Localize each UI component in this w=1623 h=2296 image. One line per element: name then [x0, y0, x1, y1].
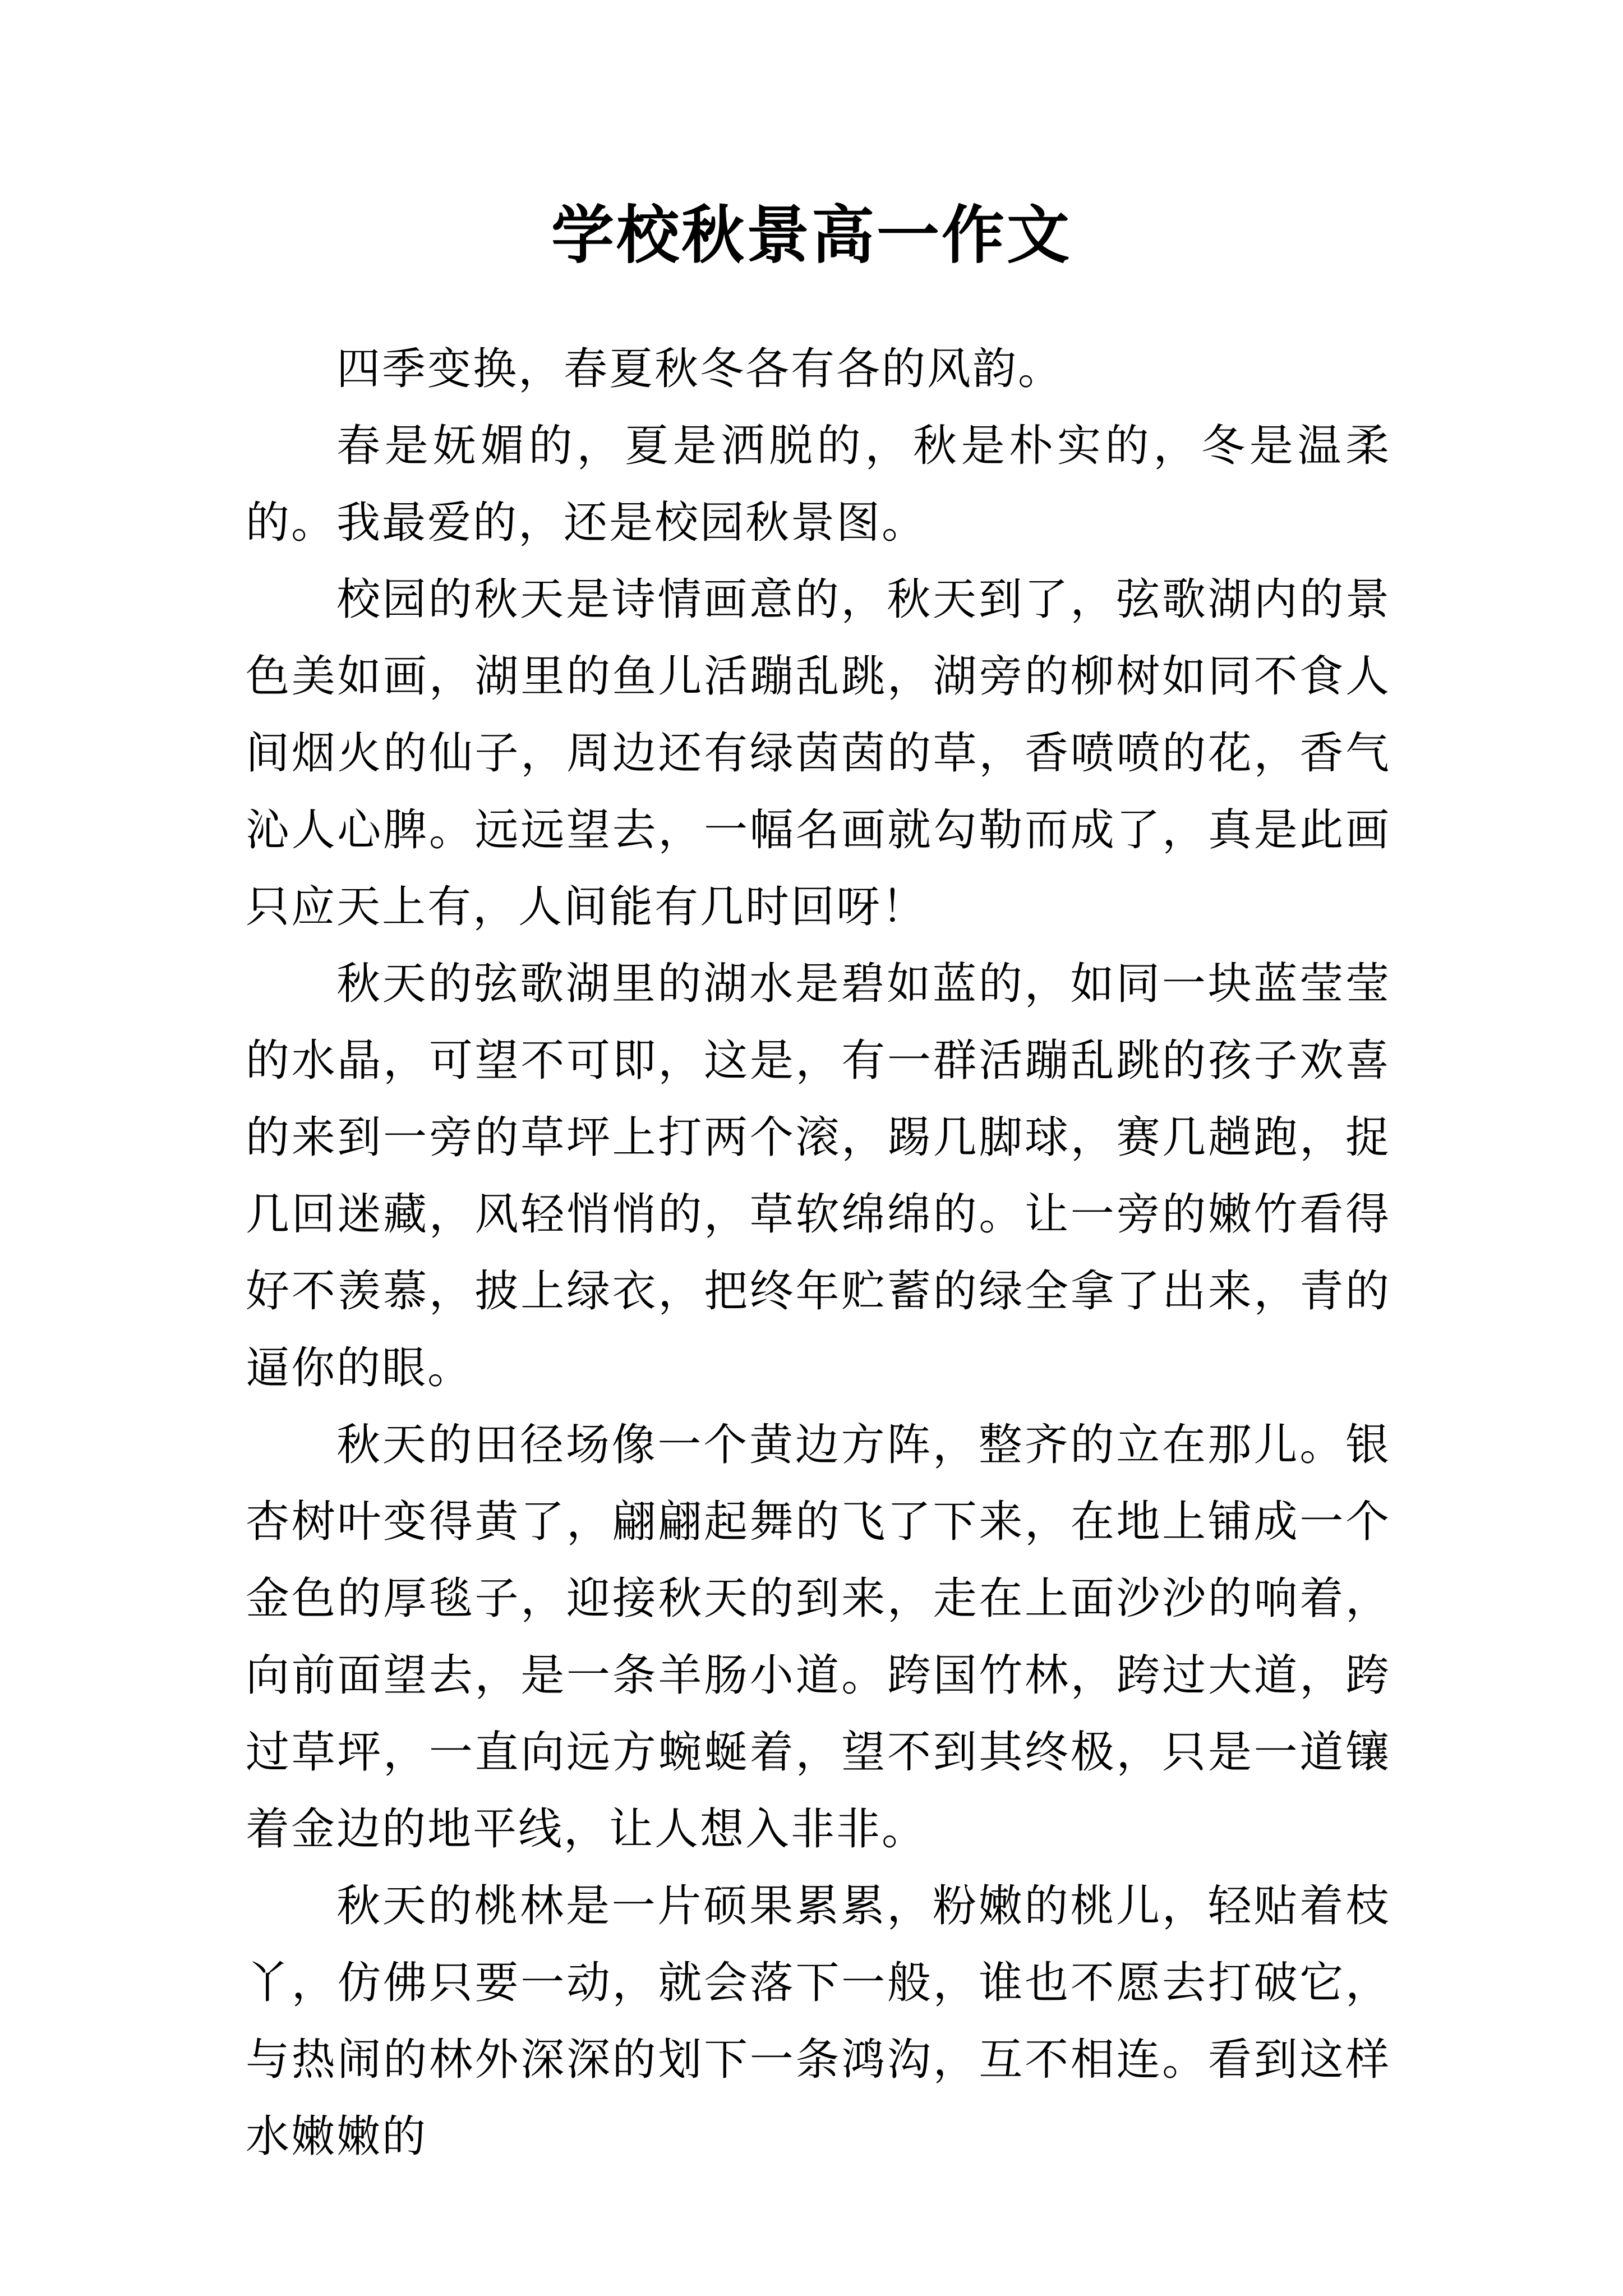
paragraph: 四季变换，春夏秋冬各有各的风韵。 [336, 344, 1064, 394]
paragraph: 秋天的弦歌湖里的湖水是碧如蓝的，如同一块蓝莹莹的水晶，可望不可即，这是，有一群活蹦乱跳的孩子欢喜的来到一旁的草坪上打两个滚，踢几脚球，赛几趟跑，捉几回迷藏，风轻悄悄的，草软绵绵的。让一旁的嫩竹看得好不羡慕，披上绿衣，把终年贮蓄的绿全拿了出来，青的逼你的眼。 [246, 959, 1391, 1393]
document-body [246, 331, 1391, 2175]
paragraph: 秋天的桃林是一片硕果累累，粉嫩的桃儿，轻贴着枝丫，仿佛只要一动，就会落下一般，谁也不愿去打破它，与热闹的林外深深的划下一条鸿沟，互不相连。看到这样水嫩嫩的 [246, 1881, 1391, 2162]
document-title: 学校秋景高一作文 [551, 199, 1072, 272]
paragraph: 秋天的田径场像一个黄边方阵，整齐的立在那儿。银杏树叶变得黄了，翩翩起舞的飞了下来，在地上铺成一个金色的厚毯子，迎接秋天的到来，走在上面沙沙的响着，向前面望去，是一条羊肠小道。跨国竹林，跨过大道，跨过草坪，一直向远方蜿蜒着，望不到其终极，只是一道镶着金边的地平线，让人想入非非。 [246, 1420, 1391, 1855]
paragraph: 校园的秋天是诗情画意的，秋天到了，弦歌湖内的景色美如画，湖里的鱼儿活蹦乱跳，湖旁的柳树如同不食人间烟火的仙子，周边还有绿茵茵的草，香喷喷的花，香气沁人心脾。远远望去，一幅名画就勾勒而成了，真是此画只应天上有，人间能有几时回呀！ [246, 574, 1391, 932]
paragraph: 春是妩媚的，夏是洒脱的，秋是朴实的，冬是温柔的。我最爱的，还是校园秋景图。 [246, 421, 1391, 548]
